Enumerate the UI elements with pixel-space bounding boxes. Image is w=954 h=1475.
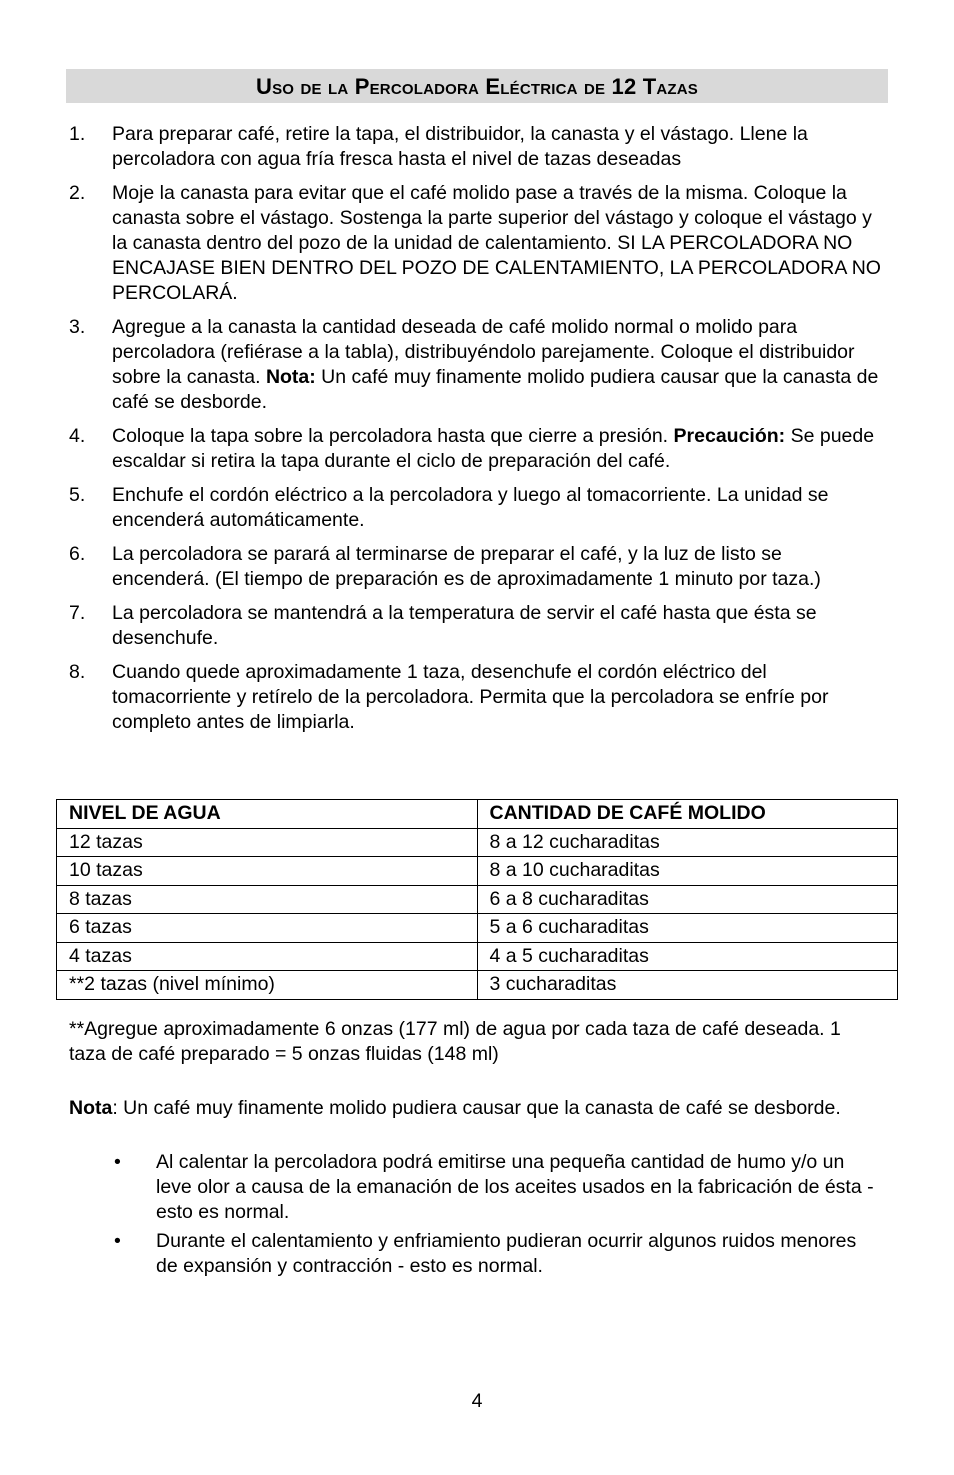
step-text: Enchufe el cordón eléctrico a la percoladora y luego al tomacorriente. La unidad se encenderá automáticamente. <box>112 484 829 531</box>
step-number: 2. <box>69 182 86 204</box>
step-number: 7. <box>69 602 86 624</box>
bullet-item <box>0 1150 954 1225</box>
table-cell: **2 tazas (nivel mínimo) <box>57 971 478 1000</box>
step-text: Se puede escaldar si retira la tapa durante el ciclo de preparación del café. <box>112 425 875 472</box>
step-number: 5. <box>69 484 86 506</box>
step-text: La percoladora se parará al terminarse de preparar el café, y la luz de listo se encenderá. (El tiempo de preparación es de aproximadamente 1 minuto por taza.) <box>112 543 821 590</box>
table-row <box>57 942 898 971</box>
step-item <box>0 424 954 474</box>
step-text: Para preparar café, retire la tapa, el distribuidor, la canasta y el vástago. Llene la percoladora con agua fría fresca hasta el nivel de tazas deseadas <box>112 123 808 170</box>
table-row <box>57 857 898 886</box>
step-item <box>0 122 954 172</box>
step-item <box>0 601 954 651</box>
bullet-icon: • <box>114 1151 121 1173</box>
table-cell: 8 tazas <box>57 885 478 914</box>
table-header-cell: NIVEL DE AGUA <box>57 800 478 829</box>
note-text: : Un café muy finamente molido pudiera causar que la canasta de café se desborde. <box>112 1097 841 1119</box>
step-caution-label: Precaución: <box>673 425 786 447</box>
table-row <box>57 914 898 943</box>
step-note-label: Nota: <box>265 366 316 388</box>
table-cell: 3 cucharaditas <box>477 971 898 1000</box>
note-paragraph <box>69 1096 869 1121</box>
bullet-text: Durante el calentamiento y enfriamiento pudieran ocurrir algunos ruidos menores de expansión y contracción - esto es normal. <box>156 1230 857 1277</box>
coffee-measure-table-wrapper <box>56 799 898 1000</box>
step-number: 3. <box>69 316 86 338</box>
table-row <box>57 971 898 1000</box>
step-item <box>0 660 954 735</box>
step-number: 8. <box>69 661 86 683</box>
step-text: Coloque la tapa sobre la percoladora hasta que cierre a presión. <box>112 425 674 447</box>
step-number: 6. <box>69 543 86 565</box>
table-cell: 4 tazas <box>57 942 478 971</box>
table-cell: 4 a 5 cucharaditas <box>477 942 898 971</box>
table-cell: 5 a 6 cucharaditas <box>477 914 898 943</box>
step-item <box>0 181 954 306</box>
step-text: Un café muy finamente molido pudiera causar que la canasta de café se desborde. <box>112 366 879 413</box>
step-text: Cuando quede aproximadamente 1 taza, desenchufe el cordón eléctrico del tomacorriente y retírelo de la percoladora. Permita que la percoladora se enfríe por completo antes de limpiarla. <box>112 661 829 733</box>
table-row <box>57 828 898 857</box>
step-item <box>0 542 954 592</box>
table-row <box>57 885 898 914</box>
table-header-row <box>57 800 898 829</box>
water-footnote: **Agregue aproximadamente 6 onzas (177 ml) de agua por cada taza de café deseada. 1 taza de café preparado = 5 onzas fluidas (148 ml) <box>69 1018 841 1065</box>
step-number: 4. <box>69 425 86 447</box>
step-text: Moje la canasta para evitar que el café molido pase a través de la misma. Coloque la canasta sobre el vástago. Sostenga la parte superior del vástago y coloque el vástago y la canasta dentro del pozo de la unidad de calentamiento. SI LA PERCOLADORA NO ENCAJASE BIEN DENTRO DEL POZO DE CALENTAMIENTO, LA PERCOLADORA NO PERCOLARÁ. <box>112 182 881 304</box>
table-cell: 6 a 8 cucharaditas <box>477 885 898 914</box>
coffee-measure-table <box>56 799 898 1000</box>
step-item <box>0 483 954 533</box>
bullet-icon: • <box>114 1230 121 1252</box>
note-label: Nota <box>69 1097 113 1119</box>
table-cell: 10 tazas <box>57 857 478 886</box>
step-number: 1. <box>69 123 86 145</box>
step-text: Agregue a la canasta la cantidad deseada de café molido normal o molido para percoladora (refiérase a la tabla), distribuyéndolo parejamente. Coloque el distribuidor sobre la canasta. <box>112 316 855 388</box>
step-item <box>0 315 954 415</box>
instruction-steps <box>0 122 954 744</box>
bullet-list <box>0 1150 954 1283</box>
step-text: La percoladora se mantendrá a la temperatura de servir el café hasta que ésta se desenchufe. <box>112 602 817 649</box>
table-header-cell: CANTIDAD DE CAFÉ MOLIDO <box>477 800 898 829</box>
table-cell: 8 a 12 cucharaditas <box>477 828 898 857</box>
bullet-text: Al calentar la percoladora podrá emitirse una pequeña cantidad de humo y/o un leve olor a causa de la emanación de los aceites usados en la fabricación de ésta - esto es normal. <box>156 1151 874 1223</box>
table-cell: 8 a 10 cucharaditas <box>477 857 898 886</box>
section-title: Uso de la Percoladora Eléctrica de 12 Tazas <box>66 69 888 103</box>
page-number: 4 <box>471 1390 483 1412</box>
table-cell: 6 tazas <box>57 914 478 943</box>
bullet-item <box>0 1229 954 1279</box>
table-cell: 12 tazas <box>57 828 478 857</box>
